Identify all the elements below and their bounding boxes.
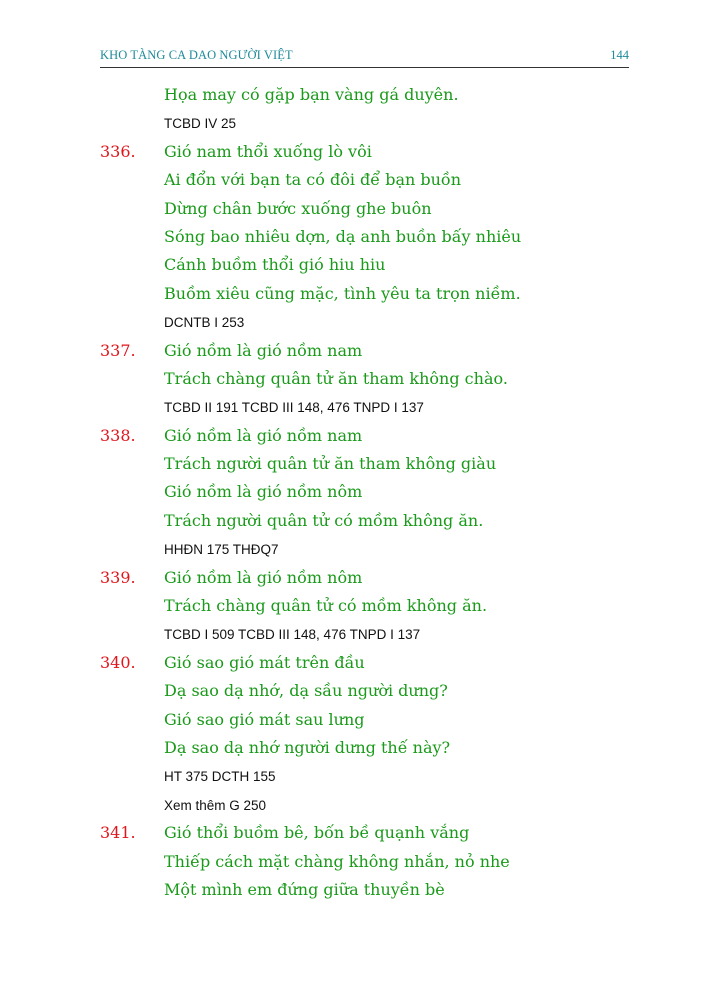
verse-line (0, 252, 702, 280)
source-line (0, 110, 702, 138)
verse-line (0, 82, 702, 110)
source-reference: HHĐN 175 THĐQ7 (164, 542, 279, 558)
source-reference: HT 375 DCTH 155 (164, 769, 276, 785)
verse-text: Dạ sao dạ nhớ, dạ sầu người dưng? (164, 681, 448, 701)
verse-line (0, 707, 702, 735)
verse-text: Sóng bao nhiêu dợn, dạ anh buồn bấy nhiêu (164, 226, 522, 246)
verse-text: Một mình em đứng giữa thuyền bè (164, 879, 445, 899)
verse-text: Trách chàng quân tử có mồm không ăn. (164, 596, 488, 616)
verse-text: Trách người quân tử có mồm không ăn. (164, 510, 484, 530)
source-line (0, 621, 702, 649)
verse-line (0, 565, 702, 593)
verse-line (0, 196, 702, 224)
verse-text: Dừng chân bước xuống ghe buôn (164, 198, 432, 218)
verse-text: Trách người quân tử ăn tham không giàu (164, 454, 497, 474)
source-reference: TCBD IV 25 (164, 116, 237, 132)
verse-text: Gió sao gió mát trên đầu (164, 652, 365, 672)
source-line (0, 394, 702, 422)
verse-line (0, 877, 702, 905)
source-reference: TCBD II 191 TCBD III 148, 476 TNPD I 137 (164, 400, 424, 416)
verse-text: Họa may có gặp bạn vàng gá duyên. (164, 85, 459, 104)
verse-number: 338. (100, 425, 136, 445)
verse-line (0, 479, 702, 507)
source-reference: DCNTB I 253 (164, 315, 245, 331)
verse-text: Gió nồm là gió nồm nôm (164, 567, 363, 587)
verse-line (0, 224, 702, 252)
verse-text: Gió sao gió mát sau lưng (164, 709, 365, 729)
verse-number: 340. (100, 652, 136, 672)
verse-text: Thiếp cách mặt chàng không nhắn, nỏ nhe (164, 851, 510, 871)
verse-text: Gió nồm là gió nồm nam (164, 425, 363, 445)
verse-line (0, 167, 702, 195)
verse-line (0, 139, 702, 167)
verse-text: Dạ sao dạ nhớ người dưng thế này? (164, 737, 451, 757)
verse-line (0, 650, 702, 678)
verse-text: Buồm xiêu cũng mặc, tình yêu ta trọn niềm. (164, 283, 521, 303)
verse-text: Ai đổn với bạn ta có đôi để bạn buồn (164, 170, 462, 190)
verse-text: Gió nam thổi xuống lò vôi (164, 141, 372, 161)
verse-number: 337. (100, 340, 136, 360)
source-line (0, 309, 702, 337)
verse-line (0, 849, 702, 877)
verse-text: Trách chàng quân tử ăn tham không chào. (164, 368, 508, 388)
page-number: 144 (610, 48, 629, 62)
source-reference: Xem thêm G 250 (164, 797, 267, 813)
book-title: KHO TÀNG CA DAO NGƯỜI VIỆT (100, 48, 293, 62)
page-header (100, 48, 629, 68)
verse-line (0, 678, 702, 706)
verse-text: Cánh buồm thổi gió hiu hiu (164, 255, 386, 275)
verse-text: Gió thổi buồm bê, bốn bề quạnh vắng (164, 823, 470, 843)
verse-line (0, 820, 702, 848)
verse-line (0, 338, 702, 366)
verse-line (0, 735, 702, 763)
verse-line (0, 508, 702, 536)
verse-line (0, 593, 702, 621)
verse-text: Gió nồm là gió nồm nam (164, 340, 363, 360)
verse-number: 339. (100, 567, 136, 587)
verse-line (0, 423, 702, 451)
verse-line (0, 451, 702, 479)
source-reference: TCBD I 509 TCBD III 148, 476 TNPD I 137 (164, 627, 421, 643)
verse-line (0, 281, 702, 309)
source-line (0, 792, 702, 820)
source-line (0, 763, 702, 791)
verse-text: Gió nồm là gió nồm nôm (164, 482, 363, 502)
verse-number: 336. (100, 141, 136, 161)
source-line (0, 536, 702, 564)
verse-number: 341. (100, 823, 136, 843)
verse-line (0, 366, 702, 394)
poem-content (0, 82, 702, 905)
